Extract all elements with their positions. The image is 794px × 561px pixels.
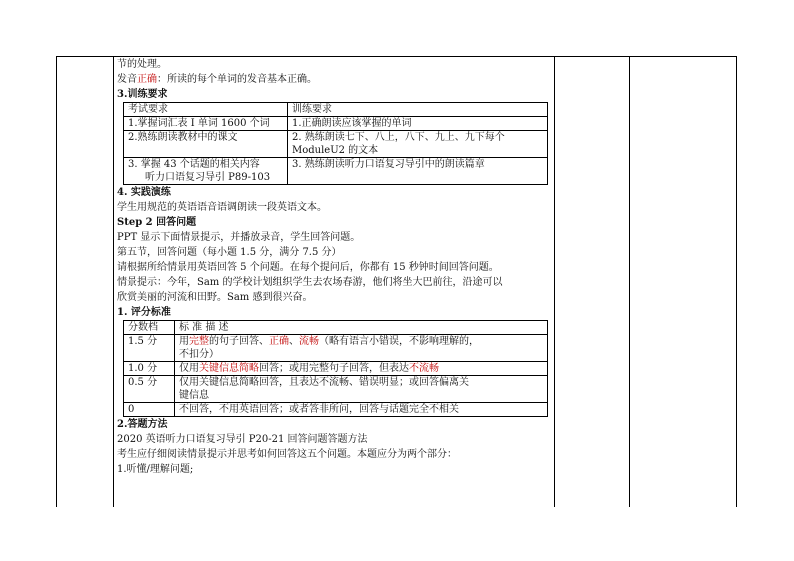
table-header-cell: 标 准 描 述 [175, 321, 548, 335]
text-span: 回答；或用完整句子回答，但表达 [259, 363, 409, 374]
practice-text: 学生用规范的英语语音语调朗读一段英语文本。 [117, 202, 327, 213]
section-title-training: 3.训练要求 [117, 89, 168, 100]
text-span: 、 [289, 336, 299, 347]
table-header-cell: 训练要求 [288, 103, 548, 117]
text-span: （略有语言小错误，不影响理解的， [319, 336, 479, 347]
column-divider [113, 57, 114, 507]
pron-suffix: ：所读的每个单词的发音基本正确。 [157, 74, 317, 85]
table-row [124, 158, 548, 185]
cell-line: 听力口语复习导引 P89-103 [145, 172, 271, 183]
step2-line: 请根据所给情景用英语回答 5 个问题。在每个提问后，你都有 15 秒钟时间回答问题。 [117, 262, 499, 273]
pron-key: 正确 [137, 74, 157, 85]
score-cell: 0 [124, 403, 175, 417]
text-span: 不扣分） [179, 349, 219, 360]
column-divider [629, 57, 630, 507]
cell-line: 仅用关键信息简略回答，且表达不流畅、错误明显；或回答偏离关 [179, 377, 469, 388]
step2-title: Step 2 回答问题 [117, 217, 197, 228]
score-cell: 0.5 分 [124, 376, 175, 403]
step2-line: 第五节，回答问题（每小题 1.5 分，满分 7.5 分） [117, 247, 342, 258]
pron-prefix: 发音 [117, 74, 137, 85]
criteria-cell [175, 362, 548, 376]
lesson-content [117, 57, 553, 477]
text-span: 用 [179, 336, 189, 347]
scoring-criteria-table [123, 320, 548, 417]
text-span: 仅用 [179, 363, 199, 374]
table-cell: 2.熟练朗读教材中的课文 [124, 131, 288, 158]
table-row [124, 376, 548, 403]
method-line: 2020 英语听力口语复习导引 P20-21 回答问题答题方法 [117, 434, 368, 445]
table-row [124, 403, 548, 417]
step2-line: PPT 显示下面情景提示，并播放录音，学生回答问题。 [117, 232, 361, 243]
score-cell: 1.5 分 [124, 335, 175, 362]
method-line: 考生应仔细阅读情景提示并思考如何回答这五个问题。本题应分为两个部分： [117, 449, 457, 460]
method-line: 1.听懂/理解问题; [117, 464, 194, 475]
criteria-cell: 不回答，不用英语回答；或者答非所问，回答与话题完全不相关 [175, 403, 548, 417]
highlight-span: 流畅 [299, 336, 319, 347]
intro-line: 节的处理。 [117, 59, 167, 70]
highlight-span: 不流畅 [409, 363, 439, 374]
column-divider [554, 57, 555, 507]
criteria-cell [175, 335, 548, 362]
pronunciation-line [117, 72, 553, 87]
table-header-cell: 分数档 [124, 321, 175, 335]
table-row [124, 335, 548, 362]
highlight-span: 正确 [269, 336, 289, 347]
highlight-span: 完整 [189, 336, 209, 347]
step2-line: 欣赏美丽的河流和田野。Sam 感到很兴奋。 [117, 292, 313, 303]
table-cell [124, 158, 288, 185]
section-title-practice: 4. 实践演练 [117, 187, 171, 198]
table-row [124, 117, 548, 131]
table-row [124, 131, 548, 158]
cell-line: 2. 熟练朗读七下、八上，八下、九上、九下每个 [292, 132, 505, 143]
highlight-span: 关键信息简略 [199, 363, 259, 374]
table-header-cell: 考试要求 [124, 103, 288, 117]
training-requirements-table [123, 102, 548, 185]
text-span: 的句子回答、 [209, 336, 269, 347]
table-cell [288, 131, 548, 158]
table-cell: 3. 熟练朗读听力口语复习导引中的朗读篇章 [288, 158, 548, 185]
table-row [124, 321, 548, 335]
cell-line: 键信息 [179, 390, 209, 401]
cell-line: ModuleU2 的文本 [292, 145, 379, 156]
table-cell: 1.掌握词汇表 I 单词 1600 个词 [124, 117, 288, 131]
step2-line: 情景提示：今年，Sam 的学校计划组织学生去农场春游，他们将坐大巴前往，沿途可以 [117, 277, 503, 288]
method-title: 2.答题方法 [117, 419, 168, 430]
table-row [124, 362, 548, 376]
score-title: 1. 评分标准 [117, 307, 171, 318]
table-row [124, 103, 548, 117]
score-cell: 1.0 分 [124, 362, 175, 376]
table-cell: 1.正确朗读应该掌握的单词 [288, 117, 548, 131]
cell-line: 3. 掌握 43 个话题的相关内容 [128, 159, 260, 170]
criteria-cell [175, 376, 548, 403]
